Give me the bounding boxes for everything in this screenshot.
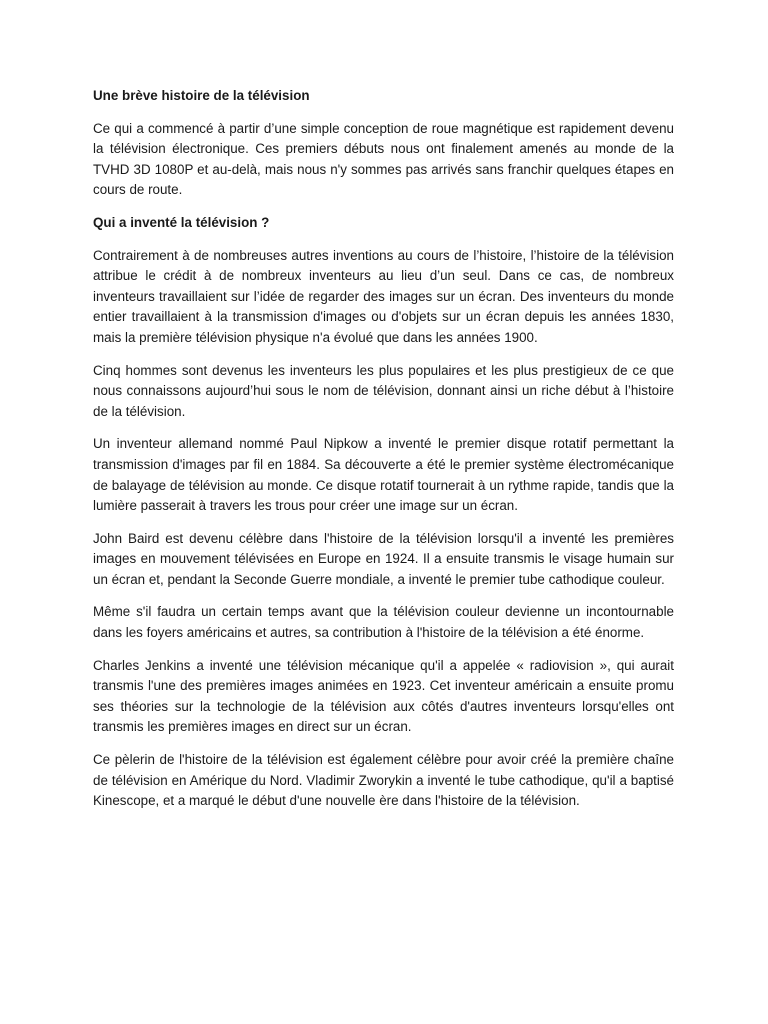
section-heading: Qui a inventé la télévision ? <box>93 214 270 230</box>
paragraph-five-inventors: Cinq hommes sont devenus les inventeurs les plus populaires et les plus prestigieux de ce que nous connaissons aujourd’hui sous le nom de télévision, donnant ainsi un riche début à l’histoire de la télévision. <box>93 362 674 419</box>
paragraph-nipkow: Un inventeur allemand nommé Paul Nipkow a inventé le premier disque rotatif permettant la transmission d'images par fil en 1884. Sa découverte a été le premier système électromécanique de balayage de télévision au monde. Ce disque rotatif tournerait à un rythme rapide, tandis que la lumière passerait à travers les trous pour créer une image sur un écran. <box>93 436 674 514</box>
paragraph-jenkins: Charles Jenkins a inventé une télévision mécanique qu'il a appelée « radiovision », qui aurait transmis l'une des premières images animées en 1923. Cet inventeur américain a ensuite promu ses théories sur la technologie de la télévision aux côtés d'autres inventeurs lorsqu'elles ont transmis les premières images en direct sur un écran. <box>93 657 674 735</box>
paragraph-zworykin: Ce pèlerin de l'histoire de la télévision est également célèbre pour avoir créé la première chaîne de télévision en Amérique du Nord. Vladimir Zworykin a inventé le tube cathodique, qu'il a baptisé Kinescope, et a marqué le début d'une nouvelle ère dans l'histoire de la télévision. <box>93 752 674 809</box>
document-body <box>93 86 674 824</box>
paragraph-color-tv: Même s'il faudra un certain temps avant que la télévision couleur devienne un incontournable dans les foyers américains et autres, sa contribution à l'histoire de la télévision a été énorme. <box>93 604 674 641</box>
paragraph-baird: John Baird est devenu célèbre dans l'histoire de la télévision lorsqu'il a inventé les premières images en mouvement télévisées en Europe en 1924. Il a ensuite transmis le visage humain sur un écran et, pendant la Seconde Guerre mondiale, a inventé le premier tube cathodique couleur. <box>93 530 674 587</box>
paragraph-inventors-overview: Contrairement à de nombreuses autres inventions au cours de l’histoire, l’histoire de la télévision attribue le crédit à de nombreux inventeurs au lieu d’un seul. Dans ce cas, de nombreux inventeurs travaillaient sur l’idée de regarder des images sur un écran. Des inventeurs du monde entier travaillaient à la transmission d'images ou d'objets sur un écran depuis les années 1830, mais la première télévision physique n'a évolué que dans les années 1900. <box>93 247 674 345</box>
document-title: Une brève histoire de la télévision <box>93 88 310 103</box>
intro-paragraph: Ce qui a commencé à partir d’une simple conception de roue magnétique est rapidement devenu la télévision électronique. Ces premiers débuts nous ont finalement amenés au monde de la TVHD 3D 1080P et au-delà, mais nous n'y sommes pas arrivés sans franchir quelques étapes en cours de route. <box>93 120 674 198</box>
